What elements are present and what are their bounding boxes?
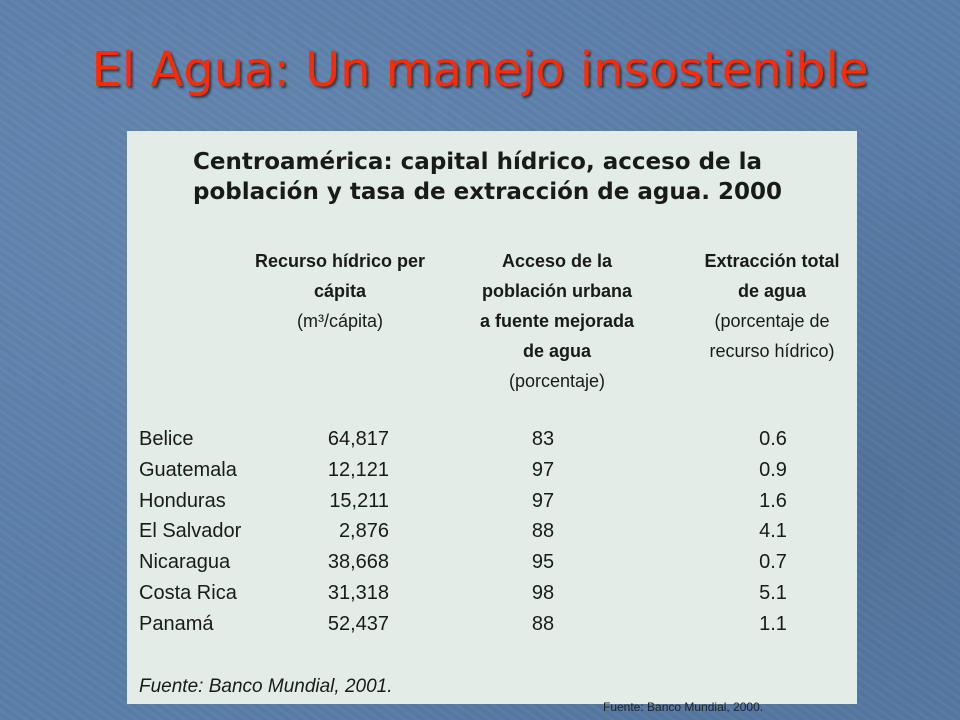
extraction-value: 0.6	[759, 428, 787, 450]
country-name: Panamá	[139, 612, 214, 635]
table-title-line-1: Centroamérica: capital hídrico, acceso de la	[193, 149, 763, 175]
country-name: Guatemala	[139, 458, 237, 481]
urban-access-value: 88	[531, 520, 555, 543]
slide-title: El Agua: Un manejo insostenible	[91, 42, 869, 98]
slide-footer: Fuente: Banco Mundial, 2000.	[603, 700, 764, 714]
extraction-value: 0.9	[759, 458, 787, 481]
table-row	[139, 428, 857, 459]
header-line: población urbana	[481, 281, 632, 301]
water-resource-value: 38,668	[327, 551, 389, 574]
table-source: Fuente: Banco Mundial, 2001.	[139, 676, 393, 697]
extraction-value: 1.1	[759, 612, 787, 635]
urban-access-value: 83	[531, 428, 555, 450]
table-rows	[139, 428, 857, 644]
urban-access-value: 88	[531, 612, 555, 635]
table-title	[193, 147, 843, 207]
table-row	[139, 459, 857, 490]
water-resource-value: 15,211	[329, 489, 389, 512]
water-resource-value: 31,318	[327, 581, 389, 604]
table-row	[139, 490, 857, 521]
extraction-value: 1.6	[759, 489, 787, 512]
table-row	[139, 520, 857, 551]
water-resource-value: 52,437	[327, 612, 389, 635]
header-unit: recurso hídrico)	[709, 341, 835, 361]
column-header-urban-access	[457, 246, 657, 396]
water-resource-value: 2,876	[338, 520, 389, 543]
table-image	[127, 131, 857, 704]
header-line: de agua	[522, 341, 592, 361]
country-name: El Salvador	[139, 520, 242, 543]
urban-access-value: 97	[531, 458, 555, 481]
extraction-value: 5.1	[759, 581, 787, 604]
header-unit: (m³/cápita)	[296, 311, 383, 331]
urban-access-value: 97	[531, 489, 555, 512]
water-resource-value: 64,817	[327, 428, 389, 450]
table-row	[139, 582, 857, 613]
header-line: a fuente mejorada	[479, 311, 635, 331]
header-line: cápita	[313, 281, 367, 301]
table-row	[139, 613, 857, 644]
water-resource-value: 12,121	[327, 458, 389, 481]
column-header-extraction	[687, 246, 857, 366]
table-title-line-2: población y tasa de extracción de agua. 2000	[193, 179, 782, 205]
header-unit: (porcentaje de	[714, 311, 830, 331]
table-row	[139, 551, 857, 582]
country-name: Nicaragua	[139, 551, 231, 574]
header-line: de agua	[737, 281, 807, 301]
country-name: Honduras	[139, 489, 226, 512]
urban-access-value: 95	[531, 551, 555, 574]
header-unit: (porcentaje)	[508, 371, 606, 391]
country-name: Belice	[139, 428, 194, 450]
header-line: Recurso hídrico per	[254, 251, 426, 271]
column-header-water-resource	[235, 246, 445, 336]
urban-access-value: 98	[531, 581, 555, 604]
header-line: Acceso de la	[501, 251, 613, 271]
country-name: Costa Rica	[139, 581, 237, 604]
header-line: Extracción total	[704, 251, 840, 271]
extraction-value: 4.1	[759, 520, 787, 543]
extraction-value: 0.7	[759, 551, 787, 574]
